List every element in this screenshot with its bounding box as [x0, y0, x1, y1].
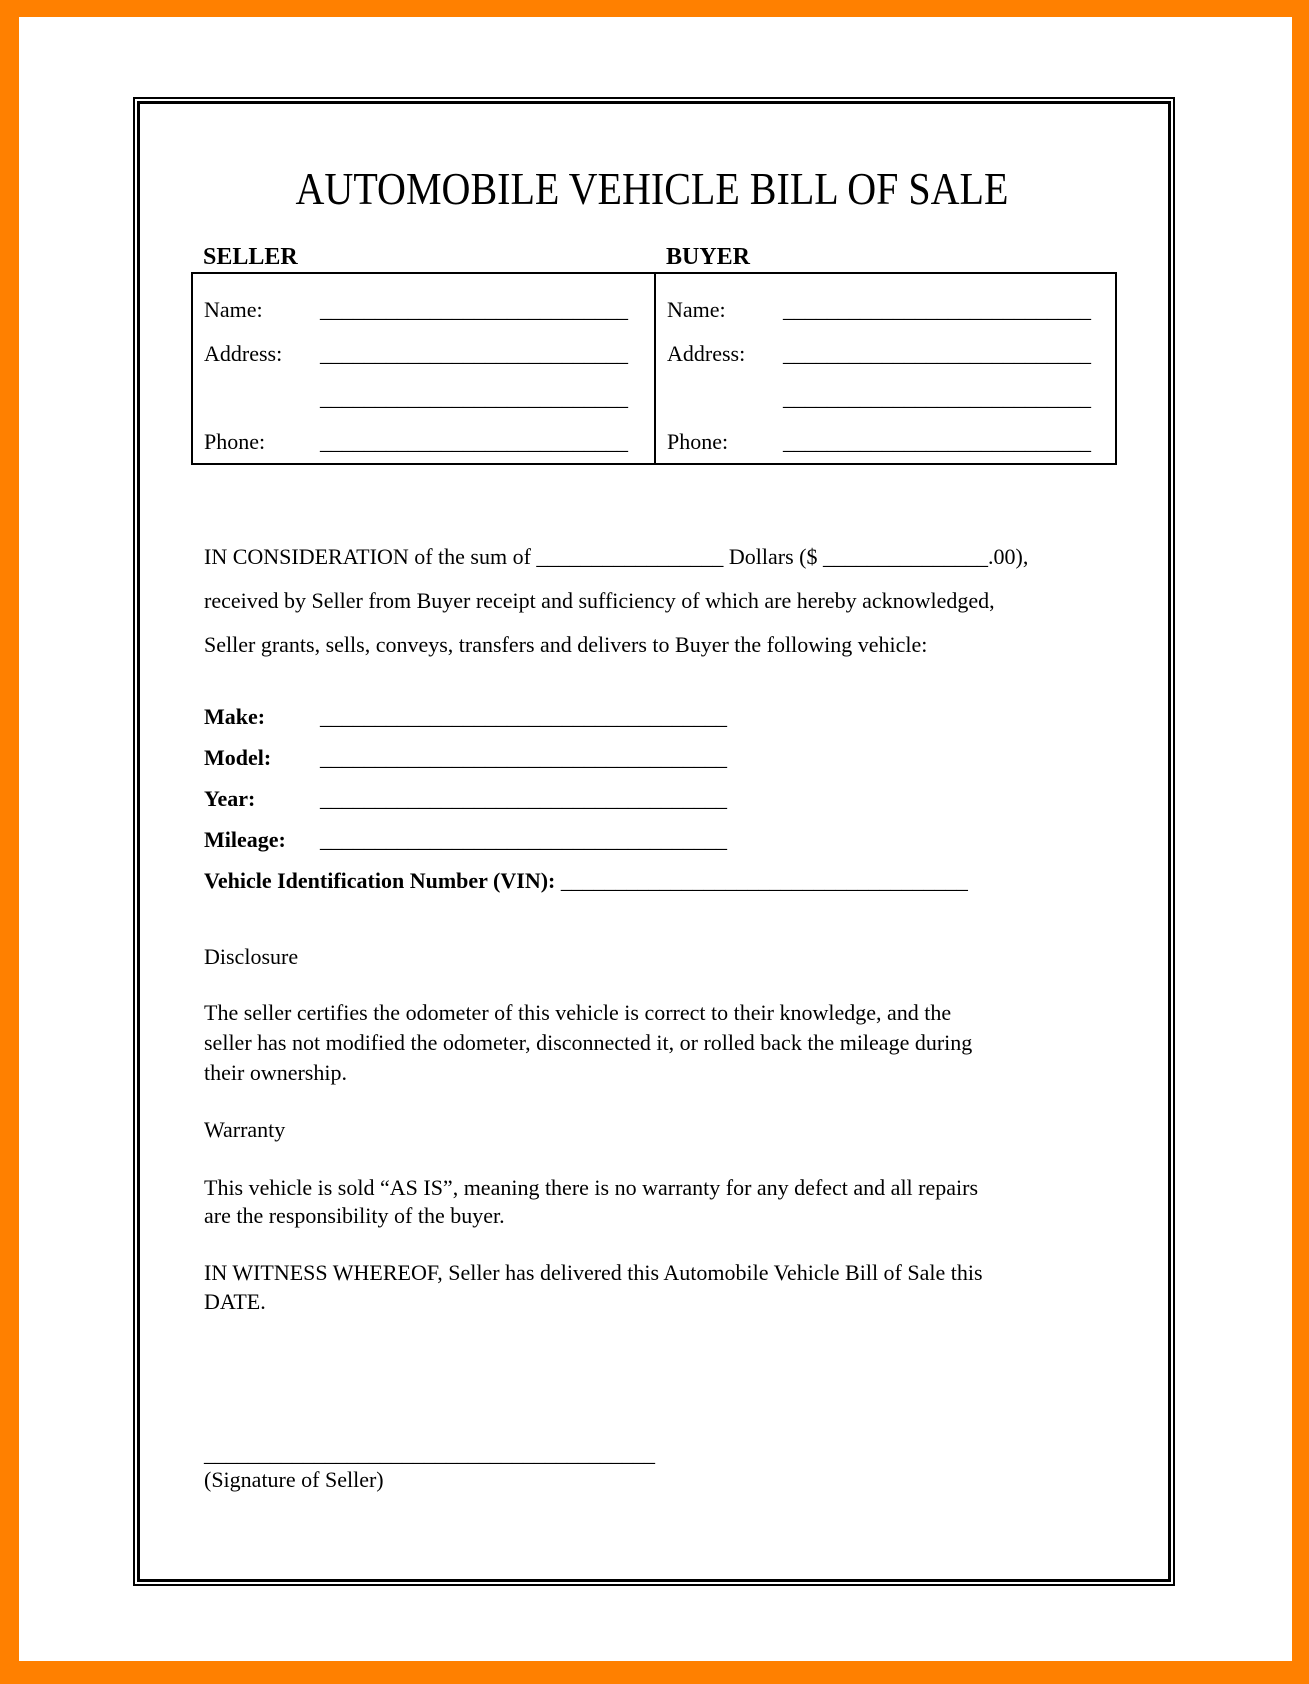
disclosure-paragraph	[204, 998, 1104, 1088]
buyer-address2-blank: ____________________________	[783, 385, 1091, 410]
warranty-line-1: This vehicle is sold “AS IS”, meaning there is no warranty for any defect and all repairs	[204, 1175, 979, 1200]
warranty-line-2: are the responsibility of the buyer.	[204, 1203, 505, 1228]
seller-phone-row	[204, 420, 654, 464]
buyer-phone-blank: ____________________________	[783, 429, 1091, 454]
buyer-phone-row	[667, 420, 1115, 464]
dollar-blank: _______________	[823, 544, 989, 569]
seller-address-blank: ____________________________	[320, 341, 628, 366]
make-blank: _____________________________________	[320, 704, 727, 729]
mileage-label: Mileage:	[204, 827, 286, 852]
disclosure-line-2: seller has not modified the odometer, disconnected it, or rolled back the mileage during	[204, 1030, 973, 1055]
seller-cell	[193, 274, 654, 463]
warranty-paragraph	[204, 1174, 1104, 1230]
seller-address2-blank: ____________________________	[320, 385, 628, 410]
seller-address-row	[204, 332, 654, 376]
vin-row	[204, 860, 1104, 901]
signature-blank: _________________________________________	[204, 1441, 655, 1466]
signature-caption: (Signature of Seller)	[204, 1467, 384, 1492]
consideration-middle: Dollars ($	[723, 544, 824, 569]
buyer-name-row	[667, 288, 1115, 332]
document-title: AUTOMOBILE VEHICLE BILL OF SALE	[295, 163, 1009, 214]
vin-label: Vehicle Identification Number (VIN):	[204, 868, 556, 893]
disclosure-line-1: The seller certifies the odometer of this vehicle is correct to their knowledge, and the	[204, 1000, 952, 1025]
consideration-line-2: received by Seller from Buyer receipt and sufficiency of which are hereby acknowledged,	[204, 588, 995, 613]
seller-phone-label: Phone:	[204, 429, 266, 454]
consideration-prefix: IN CONSIDERATION of the sum of	[204, 544, 537, 569]
model-row	[204, 737, 1104, 778]
seller-name-label: Name:	[204, 297, 263, 322]
year-row	[204, 778, 1104, 819]
vehicle-details	[204, 696, 1104, 901]
disclosure-heading: Disclosure	[204, 944, 299, 969]
model-label: Model:	[204, 745, 272, 770]
seller-header: SELLER	[203, 244, 298, 270]
make-label: Make:	[204, 704, 266, 729]
warranty-heading: Warranty	[204, 1117, 286, 1142]
consideration-line-3: Seller grants, sells, conveys, transfers and delivers to Buyer the following vehicle:	[204, 632, 928, 657]
amount-blank: _________________	[536, 544, 724, 569]
buyer-address-label: Address:	[667, 341, 746, 366]
parties-table	[191, 272, 1117, 465]
buyer-address-blank: ____________________________	[783, 341, 1091, 366]
buyer-phone-label: Phone:	[667, 429, 729, 454]
consideration-suffix: .00),	[988, 544, 1029, 569]
buyer-address-row	[667, 332, 1115, 376]
year-label: Year:	[204, 786, 256, 811]
consideration-line-1	[204, 535, 1104, 579]
vin-blank: _____________________________________	[560, 868, 968, 893]
witness-paragraph	[204, 1258, 1104, 1316]
buyer-name-label: Name:	[667, 297, 726, 322]
disclosure-line-3: their ownership.	[204, 1060, 347, 1085]
buyer-address2-row	[667, 376, 1115, 420]
buyer-header: BUYER	[666, 244, 751, 270]
seller-address-label: Address:	[204, 341, 283, 366]
buyer-name-blank: ____________________________	[783, 297, 1091, 322]
seller-phone-blank: ____________________________	[320, 429, 628, 454]
witness-line-1: IN WITNESS WHEREOF, Seller has delivered this Automobile Vehicle Bill of Sale this	[204, 1260, 983, 1285]
witness-line-2: DATE.	[204, 1289, 266, 1314]
year-blank: _____________________________________	[320, 786, 727, 811]
signature-block	[204, 1441, 655, 1493]
consideration-paragraph	[204, 535, 1104, 667]
seller-address2-row	[204, 376, 654, 420]
buyer-cell	[654, 274, 1115, 463]
seller-name-row	[204, 288, 654, 332]
model-blank: _____________________________________	[320, 745, 727, 770]
mileage-row	[204, 819, 1104, 860]
mileage-blank: _____________________________________	[320, 827, 727, 852]
make-row	[204, 696, 1104, 737]
seller-name-blank: ____________________________	[320, 297, 628, 322]
